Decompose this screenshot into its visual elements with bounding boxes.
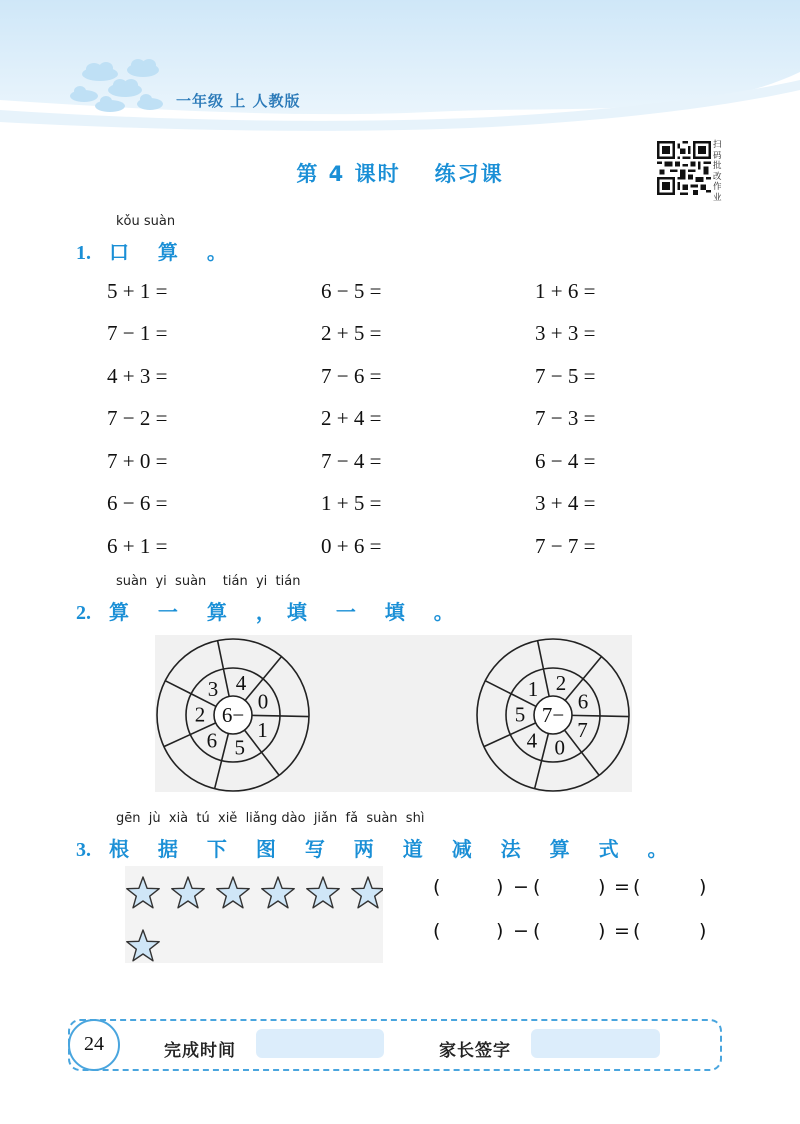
wheel-number: 3 <box>207 676 219 701</box>
parent-signature-field[interactable] <box>531 1029 660 1058</box>
equation: 3 + 3 = <box>535 321 596 345</box>
wheel-divider <box>165 681 191 694</box>
wheel-number: 4 <box>526 728 538 753</box>
wheel-number: 6 <box>577 689 589 714</box>
wheel-divider <box>218 641 224 669</box>
stars-figure <box>125 866 383 963</box>
wheel-divider <box>600 716 629 717</box>
star-icon <box>217 877 249 908</box>
paren-close: ) <box>598 876 606 898</box>
q2-pinyin: suàn yi suàn tián yi tián <box>116 574 301 589</box>
equation: 6 + 1 = <box>107 534 168 558</box>
equation: 1 + 5 = <box>321 491 382 515</box>
wheel-divider <box>164 735 190 747</box>
star-icon <box>172 877 204 908</box>
parent-signature-label: 家长签字 <box>439 1041 511 1061</box>
equation: 7 − 4 = <box>321 449 382 473</box>
equation: 7 − 2 = <box>107 406 168 430</box>
wheel-divider <box>262 752 280 775</box>
wheel-number: 4 <box>235 670 247 695</box>
q2-number: 2. <box>76 602 91 624</box>
equation: 7 − 3 = <box>535 406 596 430</box>
wheel-number: 7 <box>577 717 588 742</box>
q3-title: 根 据 下 图 写 两 道 减 法 算 式 。 <box>108 837 679 861</box>
q3-heading <box>76 833 679 862</box>
completion-time-field[interactable] <box>256 1029 384 1058</box>
wheel-divider <box>484 735 510 747</box>
wheel-divider <box>572 715 600 716</box>
paren-close: ) <box>699 876 707 898</box>
equation: 4 + 3 = <box>107 364 168 388</box>
wheel-divider <box>535 761 542 789</box>
paren-open: ( <box>533 876 541 898</box>
equation: 6 − 4 = <box>535 449 596 473</box>
equation: 6 − 6 = <box>107 491 168 515</box>
q2-title: 算 一 算 ，填 一 填 。 <box>108 600 465 624</box>
paren-open: ( <box>533 920 541 942</box>
q2-heading <box>76 596 465 625</box>
equation: 2 + 4 = <box>321 406 382 430</box>
star-icon <box>127 930 159 961</box>
star-icon <box>262 877 294 908</box>
wheel-number: 1 <box>527 676 539 701</box>
wheel-number: 2 <box>555 670 567 695</box>
wheel-divider <box>538 641 544 669</box>
lesson-topic: 练习课 <box>434 162 504 186</box>
q1-pinyin: kǒu suàn <box>116 214 176 229</box>
header-band <box>0 0 800 140</box>
wheel-divider <box>583 657 602 679</box>
wheel-divider <box>485 681 511 694</box>
paren-open: ( <box>633 876 641 898</box>
equation: 2 + 5 = <box>321 321 382 345</box>
equation: 7 − 6 = <box>321 364 382 388</box>
wheel-divider <box>223 669 229 696</box>
number-wheels <box>155 635 632 792</box>
q1-number: 1. <box>76 242 91 264</box>
equation: 5 + 1 = <box>107 279 168 303</box>
equation: 6 − 5 = <box>321 279 382 303</box>
wheel-divider <box>280 716 309 717</box>
wheel-number: 0 <box>257 689 269 714</box>
wheel-number: 0 <box>554 735 565 760</box>
q1-heading <box>76 236 238 265</box>
star-icon <box>352 877 383 908</box>
wheel-divider <box>543 669 549 696</box>
wheel-divider <box>215 761 222 789</box>
paren-close: ) <box>496 920 504 942</box>
wheel-divider <box>252 715 280 716</box>
equation: 1 + 6 = <box>535 279 596 303</box>
equation: 7 + 0 = <box>107 449 168 473</box>
paren-open: ( <box>433 920 441 942</box>
wheel-divider <box>263 657 282 679</box>
wheel-number: 5 <box>234 735 245 760</box>
paren-close: ) <box>699 920 707 942</box>
wheel-number: 6 <box>206 728 218 753</box>
wheel-center-operation: 7− <box>541 703 565 727</box>
wheel-divider <box>582 752 600 775</box>
equation: 7 − 5 = <box>535 364 596 388</box>
page-number: 24 <box>84 1033 104 1055</box>
qr-code[interactable] <box>657 141 711 195</box>
star-icon <box>127 877 159 908</box>
equation: 3 + 4 = <box>535 491 596 515</box>
paren-close: ) <box>598 920 606 942</box>
minus-sign: − <box>513 920 529 942</box>
star-icon <box>307 877 339 908</box>
paren-open: ( <box>633 920 641 942</box>
qr-label: 扫 码 批 改 作 业 <box>713 140 722 203</box>
equals-sign: = <box>614 920 630 942</box>
stars-panel <box>125 866 383 963</box>
wheel-number: 2 <box>194 702 206 727</box>
equation: 7 − 7 = <box>535 534 596 558</box>
wheel-number: 1 <box>257 717 268 742</box>
equation: 7 − 1 = <box>107 321 168 345</box>
q3-pinyin: gēn jù xià tú xiě liǎng dào jiǎn fǎ suàn shì <box>116 811 425 826</box>
wheel-center-operation: 6− <box>221 703 245 727</box>
completion-time-label: 完成时间 <box>164 1041 236 1061</box>
q3-number: 3. <box>76 839 91 861</box>
wheel-number: 5 <box>514 702 526 727</box>
minus-sign: − <box>513 876 529 898</box>
equation: 0 + 6 = <box>321 534 382 558</box>
wheel-divider <box>542 733 549 760</box>
equals-sign: = <box>614 876 630 898</box>
number-wheel <box>157 639 309 791</box>
q1-title: 口 算 。 <box>108 240 238 264</box>
lesson-number: 第 4 课时 <box>296 162 401 186</box>
paren-open: ( <box>433 876 441 898</box>
wheel-divider <box>222 733 229 760</box>
grade-label: 一年级 上 人教版 <box>176 92 301 110</box>
number-wheel <box>477 639 629 791</box>
paren-close: ) <box>496 876 504 898</box>
